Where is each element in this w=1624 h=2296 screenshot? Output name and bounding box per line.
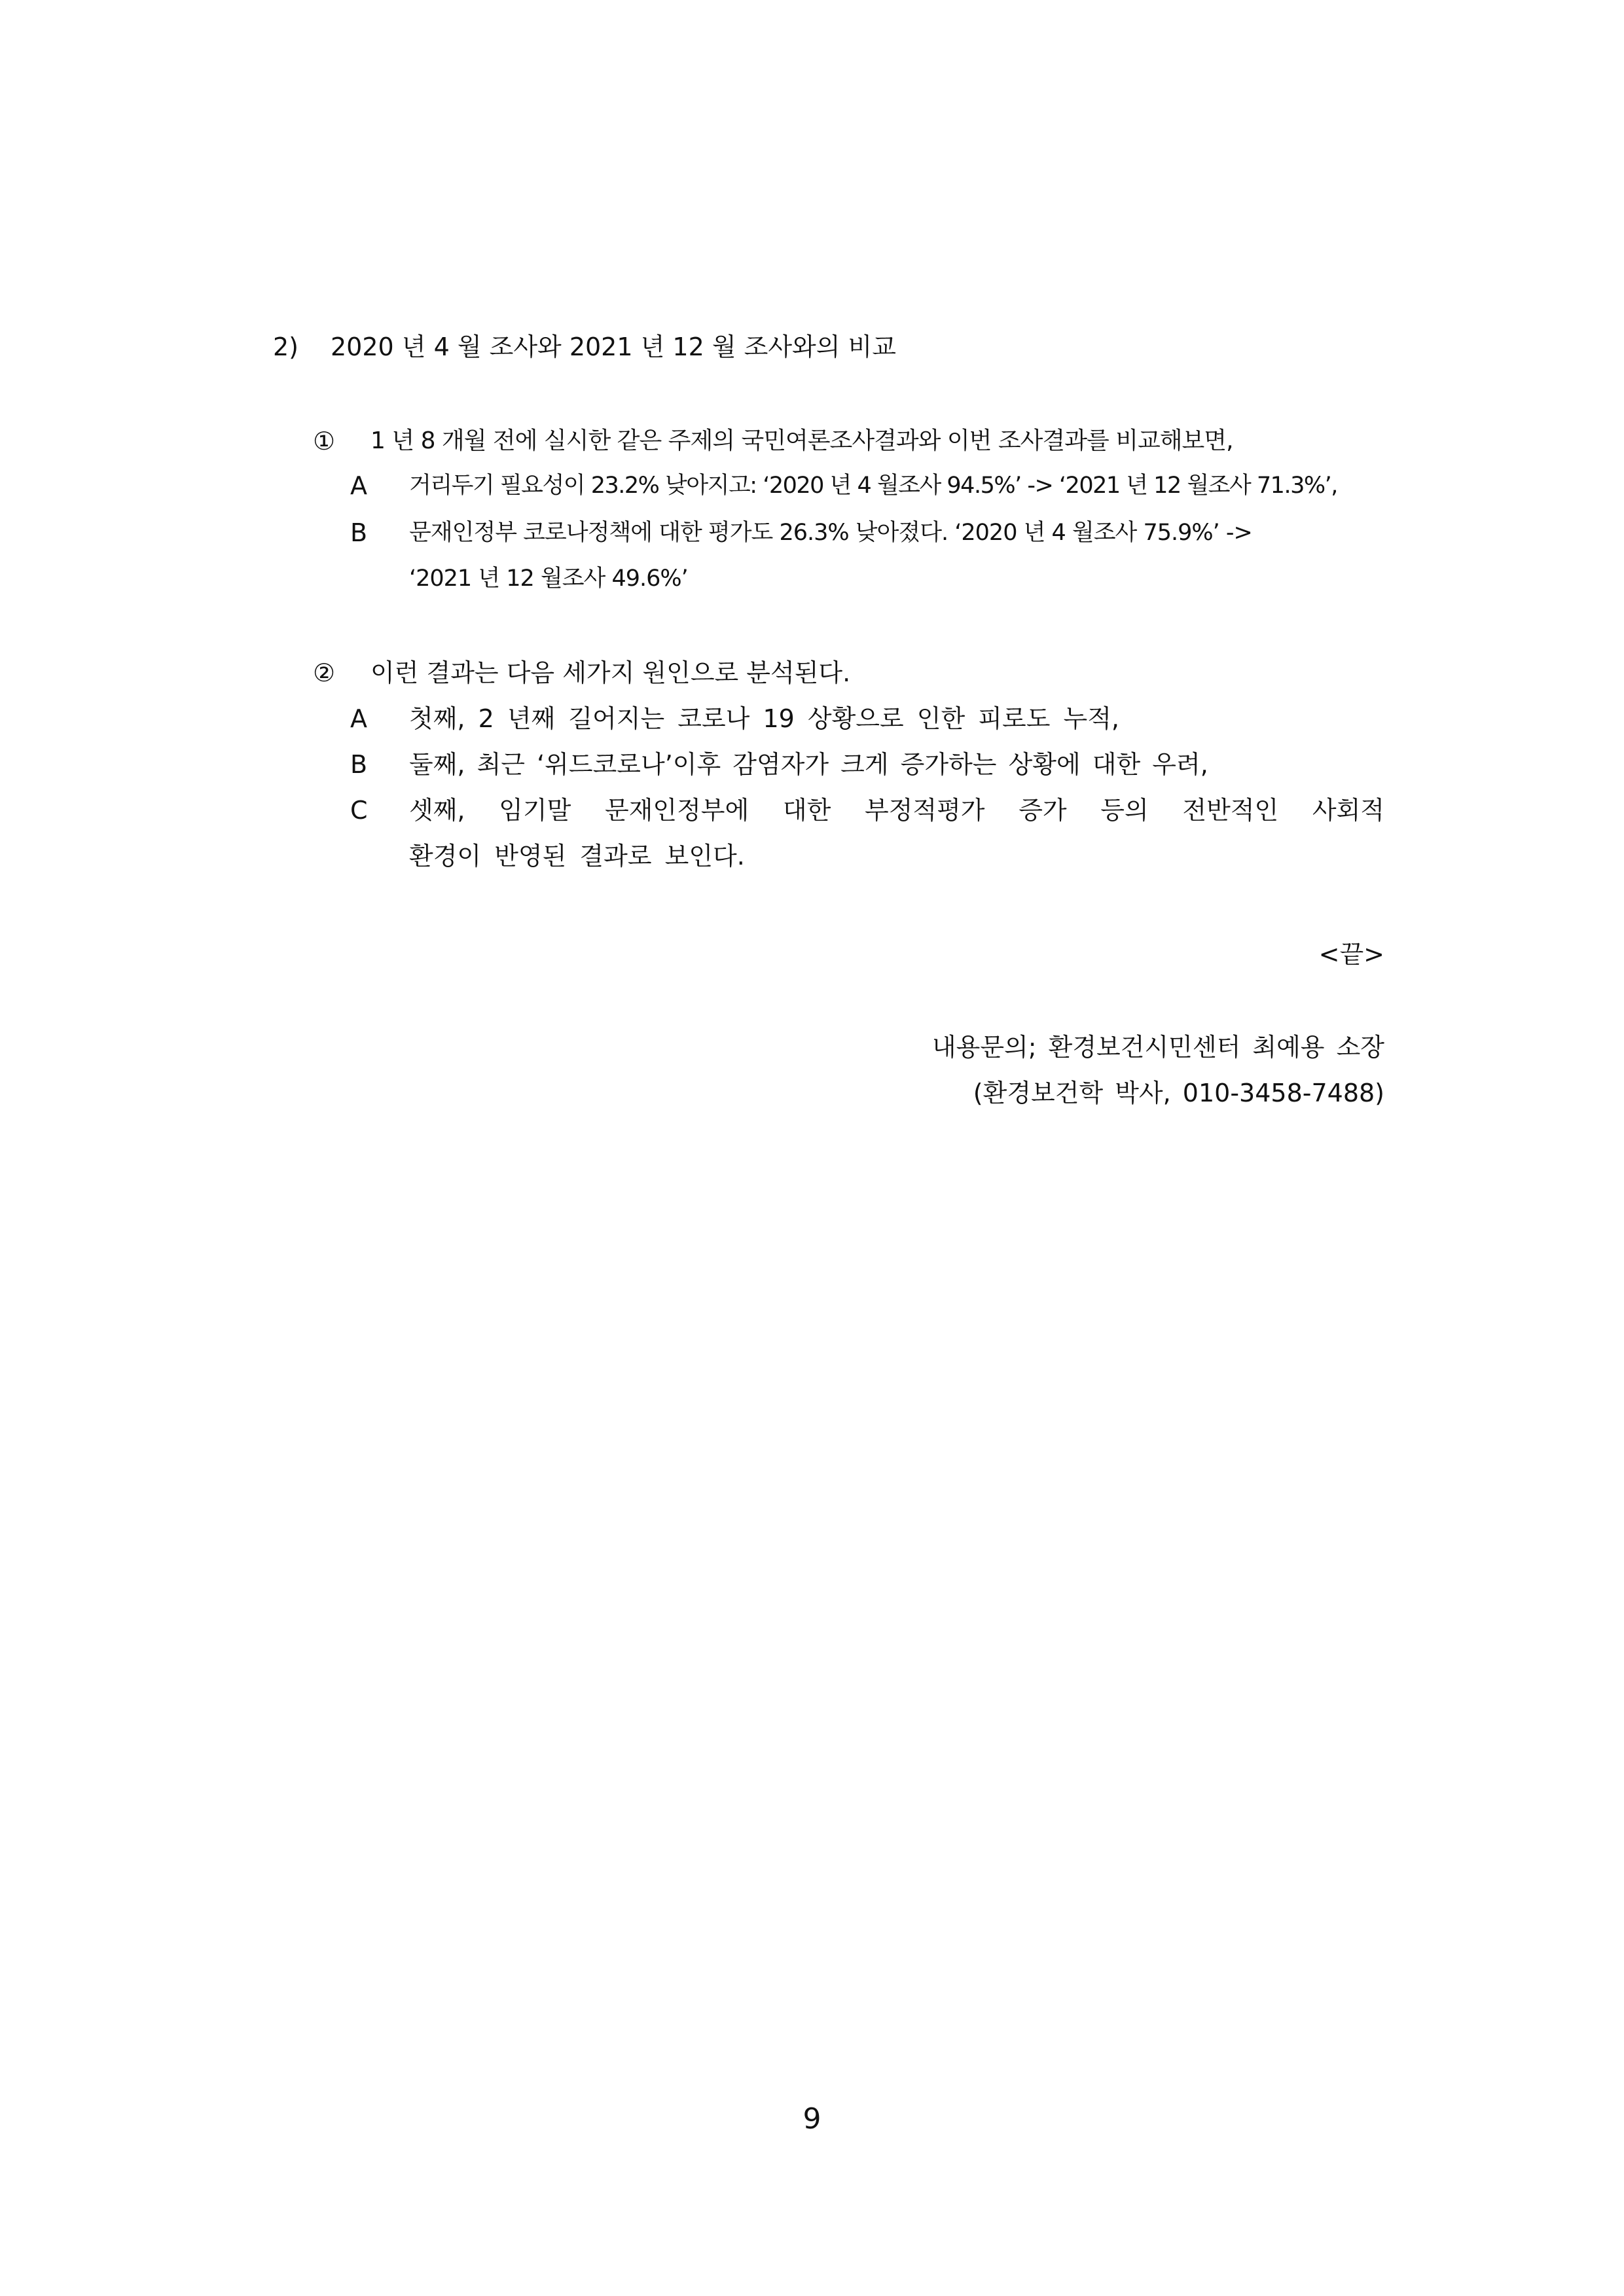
section-number: 2) [273, 332, 299, 361]
point-2-item-c-continuation: 환경이 반영된 결과로 보인다. [409, 842, 745, 870]
end-mark: <끝> [1318, 940, 1384, 969]
contact-line-2: (환경보건학 박사, 010-3458-7488) [973, 1079, 1384, 1107]
point-1-item-a-text: 거리두기 필요성이 23.2% 낮아지고: ‘2020 년 4 월조사 94.5%’ -> ‘2021 년 12 월조사 71.3%’, [409, 473, 1337, 499]
point-2-item-c-text: 셋째, 임기말 문재인정부에 대한 부정적평가 증가 등의 전반적인 사회적 [409, 796, 1384, 825]
page-number: 9 [803, 2102, 821, 2136]
point-1-item-a-marker: A [350, 471, 367, 500]
point-1-item-b-text: 문재인정부 코로나정책에 대한 평가도 26.3% 낮아졌다. ‘2020 년 4 월조사 75.9%’ -> [409, 520, 1252, 546]
point-2-text: 이런 결과는 다음 세가지 원인으로 분석된다. [370, 658, 851, 687]
point-1-item-b-marker: B [350, 518, 368, 547]
point-2-item-a-text: 첫째, 2 년째 길어지는 코로나 19 상황으로 인한 피로도 누적, [409, 704, 1119, 733]
point-2-item-a-marker: A [350, 704, 367, 733]
point-1-text: 1 년 8 개월 전에 실시한 같은 주제의 국민여론조사결과와 이번 조사결과를 비교해보면, [370, 427, 1233, 454]
point-1-marker: ① [313, 427, 336, 456]
point-2-marker: ② [313, 658, 336, 687]
point-2-item-c-marker: C [350, 796, 368, 825]
point-1-item-b-continuation: ‘2021 년 12 월조사 49.6%’ [409, 565, 688, 592]
point-2-item-b-marker: B [350, 750, 368, 779]
section-title: 2020 년 4 월 조사와 2021 년 12 월 조사와의 비교 [331, 332, 896, 361]
contact-line-1: 내용문의; 환경보건시민센터 최예용 소장 [931, 1033, 1384, 1062]
point-2-item-b-text: 둘째, 최근 ‘위드코로나’이후 감염자가 크게 증가하는 상황에 대한 우려, [409, 750, 1208, 779]
